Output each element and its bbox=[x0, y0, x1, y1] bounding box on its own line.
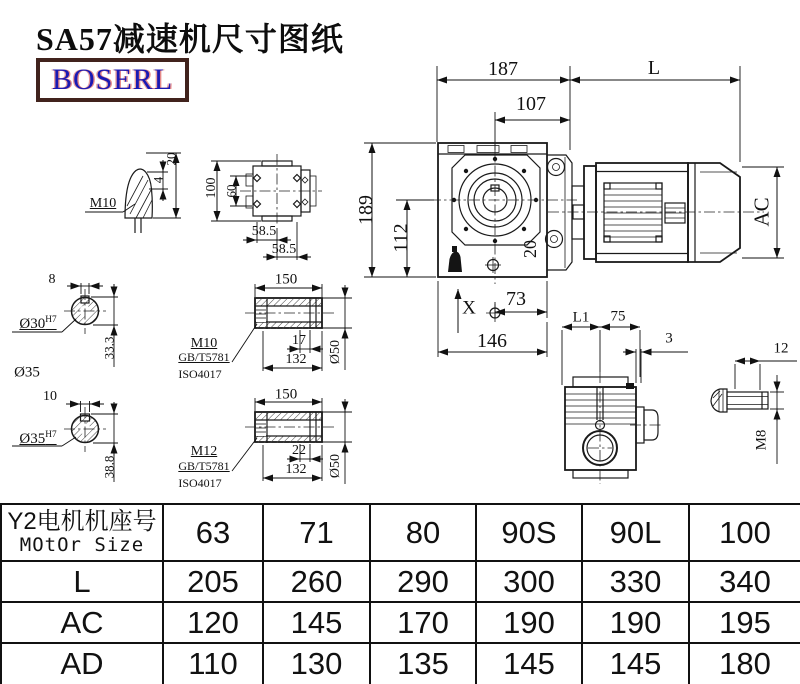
dim-20-face: 20 bbox=[520, 240, 540, 258]
flange-58b: 58.5 bbox=[271, 242, 297, 257]
dim-ac: AC bbox=[749, 197, 774, 227]
mounting-flange-drawing bbox=[211, 154, 322, 260]
row-label-ac: AC bbox=[1, 602, 163, 643]
bore2-dia-base: Ø35 bbox=[19, 431, 46, 447]
bore1-333: 33.3 bbox=[101, 336, 117, 360]
shaft2-gb: GB/T5781 bbox=[178, 459, 230, 473]
plug-4: 4 bbox=[150, 176, 166, 184]
flange-100: 100 bbox=[204, 177, 219, 199]
cell-ac-80: 170 bbox=[370, 602, 476, 643]
dim-107: 107 bbox=[516, 93, 546, 115]
shaft1-gb: GB/T5781 bbox=[178, 350, 230, 364]
cell-ac-90l: 190 bbox=[582, 602, 689, 643]
shaft1-iso: ISO4017 bbox=[178, 367, 222, 381]
side-l1: L1 bbox=[572, 309, 590, 326]
shaft1-132: 132 bbox=[285, 352, 307, 367]
dim-l: L bbox=[647, 57, 661, 79]
cell-ad-100: 180 bbox=[689, 643, 800, 684]
column-71: 71 bbox=[263, 504, 370, 561]
cell-l-100: 340 bbox=[689, 561, 800, 602]
side-view-drawing bbox=[562, 327, 688, 484]
cell-ad-90s: 145 bbox=[476, 643, 582, 684]
cell-l-90s: 300 bbox=[476, 561, 582, 602]
column-100: 100 bbox=[689, 504, 800, 561]
bore2-dia bbox=[19, 431, 56, 447]
cell-l-90l: 330 bbox=[582, 561, 689, 602]
bore1-dia-tolerance: H7 bbox=[45, 315, 57, 325]
motor-body bbox=[548, 163, 764, 262]
plug-20: 20 bbox=[163, 152, 179, 166]
bore2-dia-tolerance: H7 bbox=[45, 430, 57, 440]
shaft2-22: 22 bbox=[292, 443, 306, 458]
bore1-od: Ø35 bbox=[14, 364, 40, 381]
brand-logo-text: BOSERL bbox=[52, 63, 174, 96]
fan-cover bbox=[688, 163, 740, 262]
dim-146: 146 bbox=[477, 330, 507, 352]
shaft2-132: 132 bbox=[285, 462, 307, 477]
row-label-ad: AD bbox=[1, 643, 163, 684]
shaft2-iso: ISO4017 bbox=[178, 476, 222, 490]
breather-valve bbox=[448, 251, 462, 272]
cell-ac-71: 145 bbox=[263, 602, 370, 643]
flange-58a: 58.5 bbox=[251, 224, 277, 239]
shaft2-m12: M12 bbox=[190, 444, 218, 459]
bore2-388: 38.8 bbox=[101, 455, 117, 479]
motor-size-header-cn: Y2电机机座号 bbox=[7, 508, 157, 535]
shaft2-150: 150 bbox=[274, 386, 298, 403]
shaft1-m10: M10 bbox=[190, 336, 218, 351]
table-header-row bbox=[1, 504, 800, 561]
side-75: 75 bbox=[610, 308, 626, 325]
shaft1-17: 17 bbox=[292, 333, 306, 348]
column-63: 63 bbox=[163, 504, 263, 561]
motor-size-header-en: MOtOr Size bbox=[19, 534, 145, 556]
cell-ac-90s: 190 bbox=[476, 602, 582, 643]
dim-187: 187 bbox=[488, 58, 518, 80]
plug-m10: M10 bbox=[89, 196, 117, 211]
cell-l-80: 290 bbox=[370, 561, 476, 602]
cell-ad-71: 130 bbox=[263, 643, 370, 684]
page-title: SA57减速机尺寸图纸 bbox=[36, 21, 344, 57]
bolt-m8: M8 bbox=[753, 429, 770, 451]
shaft1-150: 150 bbox=[274, 271, 298, 288]
shaft2-d50: Ø50 bbox=[328, 453, 343, 479]
cell-ac-63: 120 bbox=[163, 602, 263, 643]
dim-112: 112 bbox=[390, 223, 412, 253]
cell-ad-90l: 145 bbox=[582, 643, 689, 684]
dim-73: 73 bbox=[506, 288, 526, 310]
flange-60: 60 bbox=[223, 184, 239, 198]
cell-l-71: 260 bbox=[263, 561, 370, 602]
bore1-dia-base: Ø30 bbox=[19, 316, 46, 332]
dim-189: 189 bbox=[355, 195, 377, 225]
column-90s: 90S bbox=[476, 504, 582, 561]
bore2-10: 10 bbox=[43, 389, 57, 404]
table-row-ac bbox=[1, 602, 800, 643]
cell-ac-100: 195 bbox=[689, 602, 800, 643]
side-3: 3 bbox=[665, 330, 673, 347]
row-label-l: L bbox=[1, 561, 163, 602]
cell-l-63: 205 bbox=[163, 561, 263, 602]
axis-x: X bbox=[462, 297, 476, 319]
bore1-dia bbox=[19, 316, 56, 332]
motor-size-header-cell bbox=[1, 504, 163, 561]
motor-size-table bbox=[0, 503, 800, 684]
column-90l: 90L bbox=[582, 504, 689, 561]
cell-ad-63: 110 bbox=[163, 643, 263, 684]
bolt-12: 12 bbox=[773, 340, 789, 357]
column-80: 80 bbox=[370, 504, 476, 561]
shaft1-d50: Ø50 bbox=[328, 339, 343, 365]
cell-ad-80: 135 bbox=[370, 643, 476, 684]
table-row-ad bbox=[1, 643, 800, 684]
bore1-8: 8 bbox=[48, 272, 56, 287]
table-row-l bbox=[1, 561, 800, 602]
